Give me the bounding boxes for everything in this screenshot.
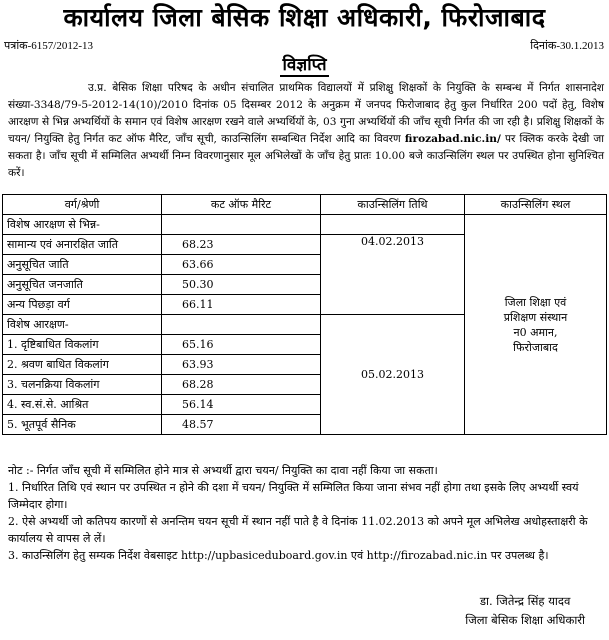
cutoff-cell: 50.30 (162, 275, 321, 295)
category-cell: 2. श्रवण बाधित विकलांग (3, 355, 162, 375)
date-cell: 05.02.2013 (321, 315, 465, 435)
table-header-row (3, 195, 607, 215)
cutoff-cell: 68.23 (162, 235, 321, 255)
header-venue: काउन्सिलिंग स्थल (465, 195, 607, 215)
section-label: विशेष आरक्षण से भिन्न- (3, 215, 162, 235)
body-text-part2: पर क्लिक करके देखी जा सकता है। जाँच सूची में सम्मिलित अभ्यर्थी निम्न विवरणानुसार मूल अभिलेखों के जाँच हेतु प्रातः 10.00 बजे काउन्सिलिंग स्थल पर उपस्थित होना सुनिश्चित करें। (8, 133, 605, 179)
notice-heading (0, 52, 609, 75)
office-title: कार्यालय जिला बेसिक शिक्षा अधिकारी, फिरोजाबाद (63, 3, 546, 32)
category-cell: सामान्य एवं अनारक्षित जाति (3, 235, 162, 255)
cutoff-cell: 63.93 (162, 355, 321, 375)
category-cell: अनुसूचित जाति (3, 255, 162, 275)
table-row (3, 215, 607, 235)
signature-block (465, 592, 585, 630)
cutoff-cell: 66.11 (162, 295, 321, 315)
cutoff-cell: 65.16 (162, 335, 321, 355)
header-category: वर्ग/श्रेणी (3, 195, 162, 215)
reference-number: पत्रांक-6157/2012-13 (4, 40, 93, 52)
notes-section (8, 462, 604, 564)
notice-title: विज्ञप्ति (282, 55, 327, 75)
category-cell: अन्य पिछड़ा वर्ग (3, 295, 162, 315)
venue-line: न0 अमान, (513, 325, 558, 339)
venue-line: प्रशिक्षण संस्थान (503, 310, 568, 324)
cutoff-cell: 63.66 (162, 255, 321, 275)
body-text-part1: उ.प्र. बेसिक शिक्षा परिषद के अधीन संचालित प्राथमिक विद्यालयों में प्रशिक्षु शिक्षकों के नियुक्ति के सम्बन्ध में निर्गत शासनादेश संख्या-3348/79-5-2012-14(10)/2010 दिनांक 05 दिसम्बर 2012 के अनुक्रम में जनपद फिरोजाबाद हेतु कुल निर्धारित 200 पदों हेतु, विशेष आरक्षण से भिन्न अभ्यर्थियों के समान एवं विशेष आरक्षण रखने वाले अभ्यर्थियों के, 03 गुना अभ्यर्थियों की जाँच सूची निर्गत की जा रही है। प्रशिक्षु शिक्षकों के चयन/ नियुक्ति हेतु निर्गत कट ऑफ मैरिट, जाँच सूची, काउन्सिलिंग सम्बन्धित निर्देश आदि का विवरण (8, 82, 604, 145)
note-main: नोट :- निर्गत जाँच सूची में सम्मिलित होने मात्र से अभ्यर्थी द्वारा चयन/ नियुक्ति का दावा नहीं किया जा सकता। (8, 464, 438, 477)
venue-cell (465, 215, 607, 435)
category-cell: अनुसूचित जनजाति (3, 275, 162, 295)
website-link[interactable]: firozabad.nic.in/ (404, 133, 501, 145)
category-cell: 5. भूतपूर्व सैनिक (3, 415, 162, 435)
signatory-name: डा. जितेन्द्र सिंह यादव (479, 594, 571, 608)
cutoff-cell: 68.28 (162, 375, 321, 395)
venue-line: फिरोजाबाद (513, 340, 558, 354)
cutoff-table (2, 194, 607, 435)
section-label: विशेष आरक्षण- (3, 315, 162, 335)
venue-line: जिला शिक्षा एवं (504, 295, 567, 309)
category-cell: 1. दृष्टिबाधित विकलांग (3, 335, 162, 355)
category-cell: 3. चलनक्रिया विकलांग (3, 375, 162, 395)
cutoff-cell: 48.57 (162, 415, 321, 435)
cutoff-cell: 56.14 (162, 395, 321, 415)
header-cutoff: कट ऑफ मैरिट (162, 195, 321, 215)
signatory-designation: जिला बेसिक शिक्षा अधिकारी (465, 613, 585, 627)
date-cell: 04.02.2013 (321, 235, 465, 315)
note-item-1: 1. निर्धारित तिथि एवं स्थान पर उपस्थित न होने की दशा में चयन/ नियुक्ति में सम्मिलित किया जाना संभव नहीं होगा तथा इसके लिए अभ्यर्थी स्वयं जिम्मेदार होगा। (8, 481, 579, 511)
note-item-2: 2. ऐसे अभ्यर्थी जो कतिपय कारणों से अनन्तिम चयन सूची में स्थान नहीं पाते है वे दिनांक 11.02.2013 को अपने मूल अभिलेख अधोहस्ताक्षरी के कार्यालय से वापस ले लें। (8, 515, 588, 545)
issue-date: दिनांक-30.1.2013 (530, 40, 604, 52)
category-cell: 4. स्व.सं.से. आश्रित (3, 395, 162, 415)
header-date: काउन्सिलिंग तिथि (321, 195, 465, 215)
notice-body (8, 80, 604, 182)
note-item-3: 3. काउन्सिलिंग हेतु सम्यक निर्देश वेबसाइट http://upbasiceduboard.gov.in एवं http://firozabad.nic.in पर उपलब्ध है। (8, 549, 549, 562)
